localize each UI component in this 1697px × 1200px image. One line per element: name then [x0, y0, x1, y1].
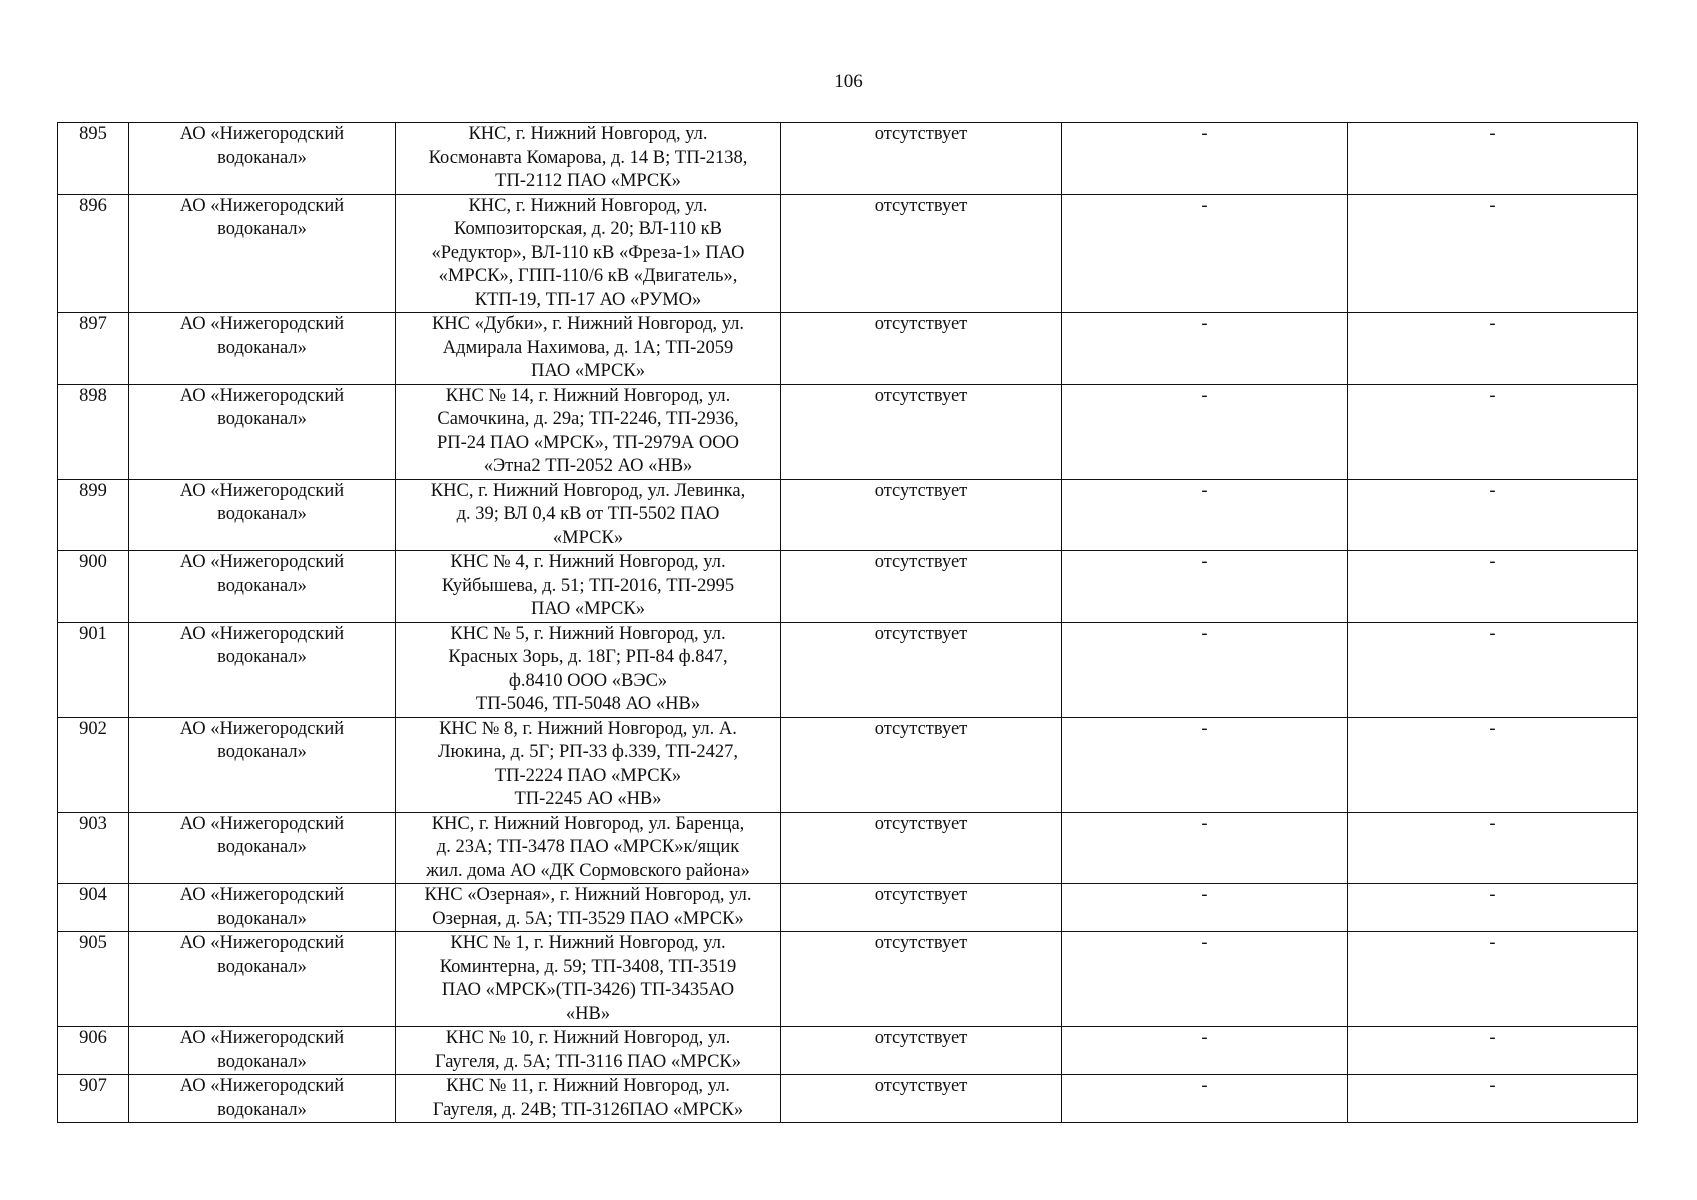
row-number: 906	[58, 1027, 129, 1075]
organization-cell: АО «Нижегородский водоканал»	[129, 717, 396, 812]
organization-cell: АО «Нижегородский водоканал»	[129, 812, 396, 884]
row-number: 905	[58, 932, 129, 1027]
row-number: 907	[58, 1075, 129, 1123]
table-row	[58, 884, 1638, 932]
value-cell-6: -	[1348, 479, 1638, 551]
object-cell: КНС № 8, г. Нижний Новгород, ул. А. Люкина, д. 5Г; РП-33 ф.339, ТП-2427, ТП-2224 ПАО «МРСК» ТП-2245 АО «НВ»	[396, 717, 781, 812]
table-row	[58, 194, 1638, 313]
table-row	[58, 384, 1638, 479]
value-cell-5: -	[1062, 1075, 1348, 1123]
table-body	[58, 123, 1638, 1123]
value-cell-6: -	[1348, 717, 1638, 812]
organization-cell: АО «Нижегородский водоканал»	[129, 1075, 396, 1123]
object-cell: КНС № 11, г. Нижний Новгород, ул. Гаугеля, д. 24В; ТП-3126ПАО «МРСК»	[396, 1075, 781, 1123]
row-number: 899	[58, 479, 129, 551]
organization-cell: АО «Нижегородский водоканал»	[129, 1027, 396, 1075]
value-cell-6: -	[1348, 123, 1638, 195]
object-cell: КНС, г. Нижний Новгород, ул. Баренца, д. 23А; ТП-3478 ПАО «МРСК»к/ящик жил. дома АО «ДК Сормовского района»	[396, 812, 781, 884]
organization-cell: АО «Нижегородский водоканал»	[129, 884, 396, 932]
table-row	[58, 1027, 1638, 1075]
value-cell-5: -	[1062, 479, 1348, 551]
object-cell: КНС «Дубки», г. Нижний Новгород, ул. Адмирала Нахимова, д. 1А; ТП-2059 ПАО «МРСК»	[396, 313, 781, 385]
row-number: 902	[58, 717, 129, 812]
status-cell: отсутствует	[781, 932, 1062, 1027]
row-number: 900	[58, 551, 129, 623]
value-cell-6: -	[1348, 1027, 1638, 1075]
status-cell: отсутствует	[781, 123, 1062, 195]
status-cell: отсутствует	[781, 1027, 1062, 1075]
table-row	[58, 123, 1638, 195]
organization-cell: АО «Нижегородский водоканал»	[129, 194, 396, 313]
value-cell-6: -	[1348, 313, 1638, 385]
status-cell: отсутствует	[781, 551, 1062, 623]
value-cell-5: -	[1062, 551, 1348, 623]
table-row	[58, 812, 1638, 884]
value-cell-5: -	[1062, 384, 1348, 479]
organization-cell: АО «Нижегородский водоканал»	[129, 479, 396, 551]
status-cell: отсутствует	[781, 812, 1062, 884]
organization-cell: АО «Нижегородский водоканал»	[129, 313, 396, 385]
row-number: 903	[58, 812, 129, 884]
object-cell: КНС № 1, г. Нижний Новгород, ул. Коминтерна, д. 59; ТП-3408, ТП-3519 ПАО «МРСК»(ТП-3426) ТП-3435АО «НВ»	[396, 932, 781, 1027]
row-number: 898	[58, 384, 129, 479]
page-number: 106	[834, 71, 863, 92]
value-cell-6: -	[1348, 1075, 1638, 1123]
value-cell-5: -	[1062, 313, 1348, 385]
value-cell-5: -	[1062, 884, 1348, 932]
status-cell: отсутствует	[781, 313, 1062, 385]
value-cell-6: -	[1348, 622, 1638, 717]
value-cell-6: -	[1348, 194, 1638, 313]
organization-cell: АО «Нижегородский водоканал»	[129, 384, 396, 479]
value-cell-5: -	[1062, 932, 1348, 1027]
row-number: 895	[58, 123, 129, 195]
row-number: 896	[58, 194, 129, 313]
value-cell-5: -	[1062, 1027, 1348, 1075]
object-cell: КНС, г. Нижний Новгород, ул. Космонавта Комарова, д. 14 В; ТП-2138, ТП-2112 ПАО «МРСК»	[396, 123, 781, 195]
value-cell-6: -	[1348, 884, 1638, 932]
value-cell-5: -	[1062, 194, 1348, 313]
value-cell-6: -	[1348, 384, 1638, 479]
organization-cell: АО «Нижегородский водоканал»	[129, 551, 396, 623]
row-number: 897	[58, 313, 129, 385]
table-row	[58, 313, 1638, 385]
table-row	[58, 622, 1638, 717]
table-row	[58, 717, 1638, 812]
object-cell: КНС, г. Нижний Новгород, ул. Левинка, д. 39; ВЛ 0,4 кВ от ТП-5502 ПАО «МРСК»	[396, 479, 781, 551]
value-cell-6: -	[1348, 551, 1638, 623]
object-cell: КНС № 5, г. Нижний Новгород, ул. Красных Зорь, д. 18Г; РП-84 ф.847, ф.8410 ООО «ВЭС» ТП-5046, ТП-5048 АО «НВ»	[396, 622, 781, 717]
object-cell: КНС № 14, г. Нижний Новгород, ул. Самочкина, д. 29а; ТП-2246, ТП-2936, РП-24 ПАО «МРСК», ТП-2979А ООО «Этна2 ТП-2052 АО «НВ»	[396, 384, 781, 479]
organization-cell: АО «Нижегородский водоканал»	[129, 123, 396, 195]
status-cell: отсутствует	[781, 717, 1062, 812]
value-cell-5: -	[1062, 717, 1348, 812]
object-cell: КНС, г. Нижний Новгород, ул. Композиторская, д. 20; ВЛ-110 кВ «Редуктор», ВЛ-110 кВ «Фреза-1» ПАО «МРСК», ГПП-110/6 кВ «Двигатель», КТП-19, ТП-17 АО «РУМО»	[396, 194, 781, 313]
value-cell-6: -	[1348, 932, 1638, 1027]
value-cell-5: -	[1062, 812, 1348, 884]
status-cell: отсутствует	[781, 384, 1062, 479]
status-cell: отсутствует	[781, 884, 1062, 932]
value-cell-6: -	[1348, 812, 1638, 884]
status-cell: отсутствует	[781, 1075, 1062, 1123]
object-cell: КНС № 10, г. Нижний Новгород, ул. Гаугеля, д. 5А; ТП-3116 ПАО «МРСК»	[396, 1027, 781, 1075]
table-row	[58, 551, 1638, 623]
status-cell: отсутствует	[781, 622, 1062, 717]
organization-cell: АО «Нижегородский водоканал»	[129, 932, 396, 1027]
table-row	[58, 479, 1638, 551]
object-cell: КНС «Озерная», г. Нижний Новгород, ул. Озерная, д. 5А; ТП-3529 ПАО «МРСК»	[396, 884, 781, 932]
value-cell-5: -	[1062, 622, 1348, 717]
organization-cell: АО «Нижегородский водоканал»	[129, 622, 396, 717]
table-row	[58, 932, 1638, 1027]
status-cell: отсутствует	[781, 194, 1062, 313]
status-cell: отсутствует	[781, 479, 1062, 551]
object-cell: КНС № 4, г. Нижний Новгород, ул. Куйбышева, д. 51; ТП-2016, ТП-2995 ПАО «МРСК»	[396, 551, 781, 623]
objects-table	[57, 122, 1638, 1123]
value-cell-5: -	[1062, 123, 1348, 195]
row-number: 901	[58, 622, 129, 717]
table-row	[58, 1075, 1638, 1123]
row-number: 904	[58, 884, 129, 932]
